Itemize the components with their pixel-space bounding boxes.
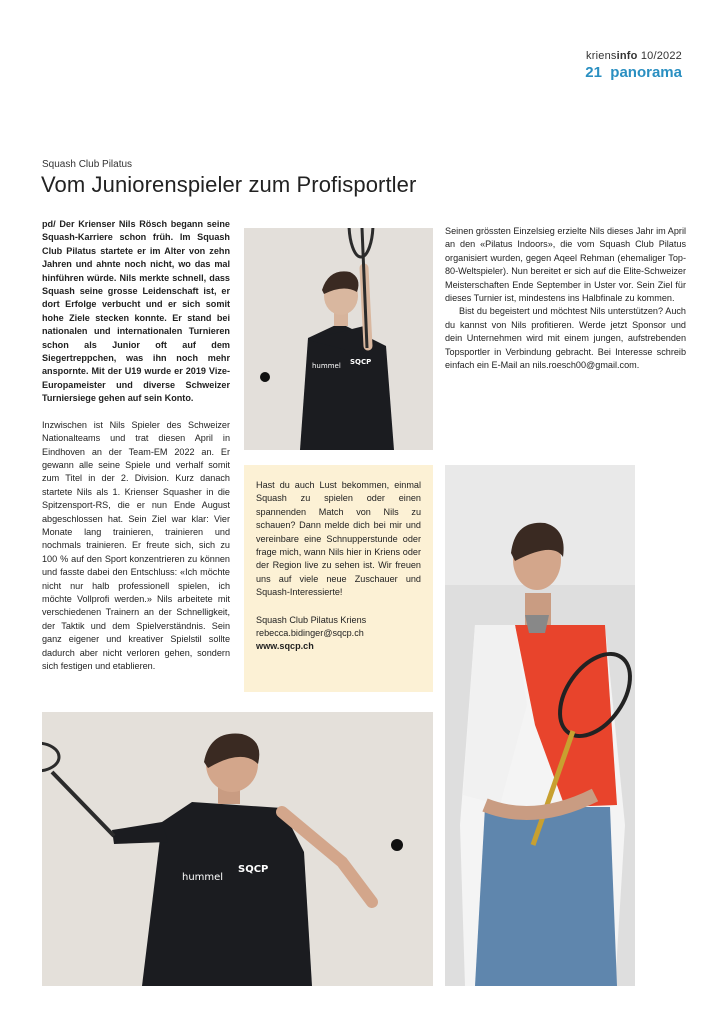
issue-line: [585, 50, 682, 62]
jersey-club-logo: SQCP: [350, 358, 372, 366]
jersey-brand-text: hummel: [312, 362, 341, 370]
jersey-club-logo: SQCP: [238, 864, 269, 875]
issue-number: 10/2022: [640, 50, 682, 62]
contact-block: [256, 614, 421, 654]
page-number: 21: [585, 64, 602, 81]
article-kicker: Squash Club Pilatus: [42, 159, 133, 170]
photo-player-action: [42, 712, 433, 986]
article-body-2: Seinen grössten Einzelsieg erzielte Nils dieses Jahr im April an den «Pilatus Indoors», die vom Squash Club Pilatus organisiert wurden, gegen Aqeel Rehman (ehemaliger Top-80-Weltspieler). Nun bereitet er sich auf die Elite-Schweizer Meisterschaften Ende September in Uster vor. Sein Ziel für dieses Turnier ist, mindestens ins Halbfinale zu kommen.: [445, 226, 686, 304]
section-name: panorama: [610, 64, 682, 81]
info-box: [244, 465, 433, 692]
photo-player-portrait: [445, 465, 635, 986]
brand-name: kriens: [586, 50, 617, 62]
info-box-text: Hast du auch Lust bekommen, einmal Squash zu spielen oder einen spannenden Match von Nils zu schauen? Dann melde dich bei mir und vereinbare eine Schnupperstunde oder frage mich, wann Nils hier in Kriens oder der Region live zu sehen ist. Wir freuen uns auf viele neue Zuschauer und Squash-Interessierte!: [256, 480, 421, 598]
article-body-3: Bist du begeistert und möchtest Nils unterstützen? Auch du kannst von Nils profitieren. Werde jetzt Sponsor und dein Unternehmen wird mit einem jungen, aufstrebenden Topsportler in Verbindung gebracht. Bei Interesse schreib einfach ein E-Mail an nils.roesch00@gmail.com.: [445, 306, 686, 371]
contact-website-link[interactable]: www.sqcp.ch: [256, 641, 314, 652]
article-body-1: Inzwischen ist Nils Spieler des Schweizer Nationalteams und trat diesen April in Eindhoven an der Team-EM 2022 an. Er gewann alle seine Spiele und verhalf somit zum Titel in der 2. Division. Kurz danach startete Nils als 1. Krienser Squasher in die Spitzensport-RS, die er nun Ende August abgeschlossen hat. Sein Ziel war klar: Vier Monate lang trainieren, trainieren und nochmals trainieren. Er freute sich, sich zu 100 % auf den Sport konzentrieren zu können und fasste dabei den Entschluss: «Ich möchte nicht nur halb professionell spielen, ich möchte Vollprofi werden.» Nils arbeitete mit verschiedenen Trainern an der Schnelligkeit, der Taktik und dem Spielverständnis. Sein ganz eigener und kreativer Spielstil sollte dadurch aber nicht verloren gehen, sondern sich festigen und etablieren.: [42, 419, 230, 671]
jersey-brand-text: hummel: [182, 872, 224, 883]
article-lead: pd/ Der Krienser Nils Rösch begann seine Squash-Karriere schon früh. Im Squash Club Pilatus startete er im Alter von zehn Jahren und ahnte noch nicht, wo das mal hinführen würde. Nils merkte schnell, dass Squash seine grosse Leidenschaft ist, er dort Erfolge verbucht und er sich somit hohe Ziele stecken konnte. Er stand bei nationalen und internationalen Turnieren schon als Junior oft auf dem Siegertreppchen, was ihn noch mehr anspornte. Mit der U19 wurde er 2019 Vize-Europameister und diverse Schweizer Turniersiege gehen auf sein Konto.: [42, 219, 230, 404]
article-column-left: [42, 218, 230, 673]
contact-club: Squash Club Pilatus Kriens: [256, 614, 367, 625]
brand-name-bold: info: [616, 50, 638, 62]
photo-player-swing: [244, 228, 433, 450]
contact-email[interactable]: rebecca.bidinger@sqcp.ch: [256, 628, 364, 639]
section-line: [585, 64, 682, 81]
article-headline: Vom Juniorenspieler zum Profisportler: [41, 172, 417, 197]
article-column-right: [445, 225, 686, 372]
masthead: [585, 50, 682, 81]
